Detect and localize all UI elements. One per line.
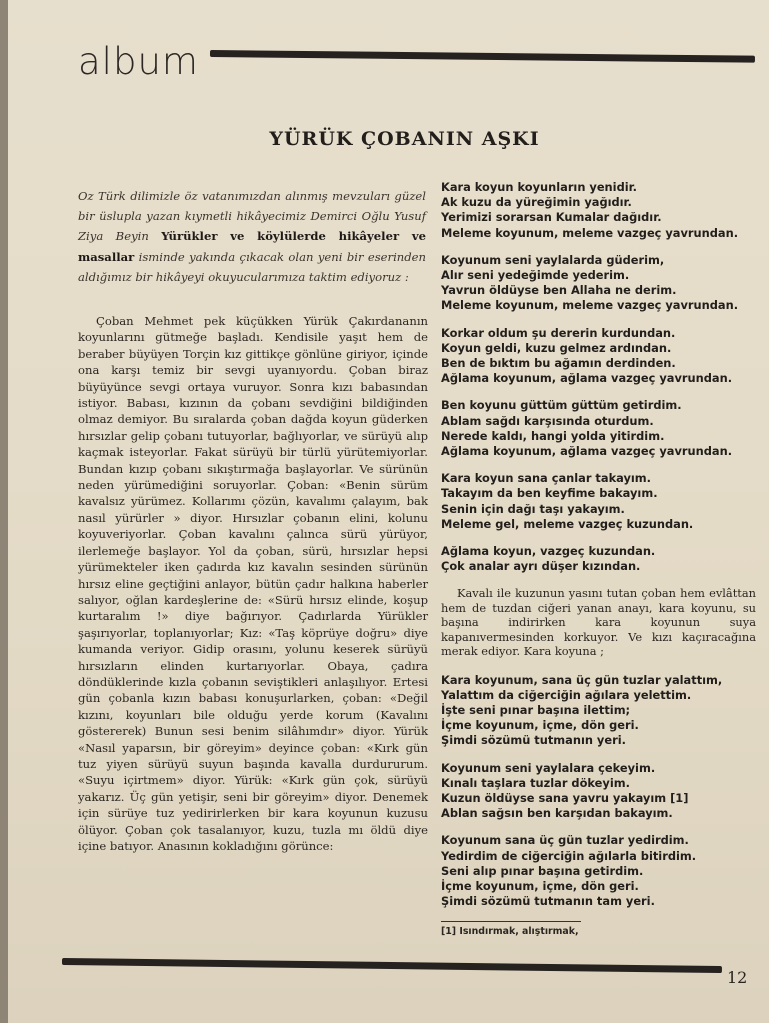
poem-line: Takayım da ben keyfime bakayım. xyxy=(441,486,658,501)
poem-column xyxy=(441,180,756,937)
poem-line: Yerimizi sorarsan Kumalar dağıdır. xyxy=(441,210,662,225)
poem-line: Ağlama koyunum, ağlama vazgeç yavrundan. xyxy=(441,371,733,386)
page-number: 12 xyxy=(727,968,748,987)
narration-paragraph: Kavalı ile kuzunun yasını tutan çoban hem evlâttan hem de tuzdan ciğeri yanan anayı, kara koyunu, su başına indirirken kara koyunun suya kapanıvermesinden korkuyor. Ve kızı kaçıracağına merak ediyor. Kara koyuna ; xyxy=(441,586,756,659)
poem-line: Kara koyun sana çanlar takayım. xyxy=(441,471,652,486)
poem-line: Koyun geldi, kuzu gelmez ardından. xyxy=(441,340,672,355)
poem-stanza xyxy=(441,544,756,574)
magazine-logo: album xyxy=(78,40,199,83)
body-paragraph: Çoban Mehmet pek küçükken Yürük Çakırdananın koyunlarını gütmeğe başladı. Kendisile yaşıt hem de beraber büyüyen Torçin kız gittikçe gönlüne giriyor, içinde ona karşı temiz bir sevgi uyanıyordu. Çoban biraz büyüyünce sevgi ortaya vuruyor. Sonra kızı babasından istiyor. Babası, kızının da çobanı sevdiğini bildiğinden olmaz demiyor. Bu sıralarda çoban dağda koyun güderken hırsızlar gelip çobanı tutuyorlar, bağlıyorlar, ve sürüyü alıp kaçmak isteyorlar. Fakat sürüyü bir türlü yürütemiyorlar. Bundan kızıp çobanı sıkıştırmağa başlayorlar. Ve sürünün neden yürümediğini soruyorlar. Çoban: «Benin sürüm kavalsız yürümez. Kollarımı çözün, kavalımı çalayım, bak nasıl yürürler » diyor. Hırsızlar çobanın elini, kolunu koyuveriyorlar. Çoban kavalını çalınca sürü yürüyor, ilerlemeğe başlayor. Yol da çoban, sürü, hırsızlar hepsi yürümekteler iken çadırda kız kavalın sesinden sürünün hırsız eline geçtiğini anlayor, bütün çadır halkına haberler salıyor, oğlan kardeşlerine de: «Sürü hırsız elinde, koşup kurtaralım !» diye bağırıyor. Çadırlarda Yürükler şaşırıyorlar, toplanıyorlar; Kız: «Taş köprüye doğru» diye kumanda veriyor. Gidip orasını, yolunu keserek sürüyü hırsızların elinden kurtarıyorlar. Obaya, çadıra döndüklerinde kızla çobanın seviştikleri anlaşılıyor. Ertesi gün çobanla kızın babası konuşurlarken, çoban: «Değil kızını, koyunları bile olduğu yerde korum (Kavalını göstererek) Bunun sesi benim silâhımdır» diyor. Yürük «Nasıl yaparsın, bir göreyim» deyince çoban: «Kırk gün tuz yiyen sürüyü suyun başında kavalla durdururum. «Suyu içirtmem» diyor. Yürük: «Kırk gün çok, sürüyü yakarız. Üç gün yetişir, seni bir göreyim» diyor. Denemek için sürüye tuz yedirirlerken bir kara koyunun kuzusu ölüyor. Çoban çok tasalanıyor, kuzu, tuzla mı öldü diye içine batıyor. Anasının kokladığını görünce: xyxy=(78,314,428,853)
poem-line: Kara koyunum, sana üç gün tuzlar yalattım, xyxy=(441,672,723,687)
poem-line: İçme koyunum, içme, dön geri. xyxy=(441,878,639,893)
poem-line: Çok analar ayrı düşer kızından. xyxy=(441,559,641,574)
poem-line: Meleme koyunum, meleme vazgeç yavrundan. xyxy=(441,298,739,313)
poem-stanza xyxy=(441,761,756,822)
poem-line: İşte seni pınar başına ilettim; xyxy=(441,702,631,717)
page-edge xyxy=(0,0,8,1023)
poem-stanza xyxy=(441,326,756,387)
poem-line: Meleme koyunum, meleme vazgeç yavrundan. xyxy=(441,225,739,240)
poem-stanza xyxy=(441,833,756,909)
article-body xyxy=(78,313,428,854)
poem-line: Meleme gel, meleme vazgeç kuzundan. xyxy=(441,516,694,531)
poem-line: Senin için dağı taşı yakayım. xyxy=(441,501,625,516)
poem-line: Koyunum sana üç gün tuzlar yedirdim. xyxy=(441,833,689,848)
poem-line: Nerede kaldı, hangi yolda yitirdim. xyxy=(441,428,665,443)
poem-line: Ağlama koyun, vazgeç kuzundan. xyxy=(441,544,656,559)
intro-book-title: Yürükler ve köylülerde hikâyeler ve masallar xyxy=(78,229,426,264)
intro-italic-1: Oz Türk dilimizle öz vatanımızdan alınmış mevzuları güzel bir üslupla yazan kıymetli hikâyecimiz Demirci Oğlu Yusuf Ziya Beyin xyxy=(78,189,426,244)
poem-line: İçme koyunum, içme, dön geri. xyxy=(441,718,639,733)
poem-stanzas-1 xyxy=(441,180,756,574)
poem-line: Kuzun öldüyse sana yavru yakayım [1] xyxy=(441,790,689,805)
poem-line: Koyunum seni yaylalarda güderim, xyxy=(441,252,665,267)
poem-line: Şimdi sözümü tutmanın yeri. xyxy=(441,733,626,748)
intro-italic-2: isminde yakında çıkacak olan yeni bir eserinden aldığımız bir hikâyeyi okuyucularımıza taktim ediyoruz : xyxy=(78,249,426,284)
poem-line: Ablam sağdı karşısında oturdum. xyxy=(441,413,654,428)
poem-line: Yedirdim de ciğerciğin ağılarla bitirdim. xyxy=(441,848,697,863)
footnote: [1] Isındırmak, alıştırmak, xyxy=(441,926,579,938)
poem-line: Kara koyun koyunların yenidir. xyxy=(441,180,637,194)
poem-line: Ak kuzu da yüreğimin yağıdır. xyxy=(441,195,632,210)
poem-stanza xyxy=(441,471,756,532)
poem-line: Ben de bıktım bu ağamın derdinden. xyxy=(441,356,676,371)
poem-stanza xyxy=(441,673,756,749)
poem-line: Ben koyunu güttüm güttüm getirdim. xyxy=(441,398,682,413)
article-title: YÜRÜK ÇOBANIN AŞKI xyxy=(269,128,540,150)
poem-line: Yavrun öldüyse ben Allaha ne derim. xyxy=(441,283,677,298)
poem-stanza xyxy=(441,180,756,241)
poem-stanza xyxy=(441,253,756,314)
poem-line: Ablan sağsın ben karşıdan bakayım. xyxy=(441,806,673,821)
poem-stanza xyxy=(441,398,756,459)
article-intro xyxy=(78,186,426,287)
poem-line: Şimdi sözümü tutmanın tam yeri. xyxy=(441,894,655,909)
poem-line: Koyunum seni yaylalara çekeyim. xyxy=(441,760,656,775)
poem-line: Korkar oldum şu dererin kurdundan. xyxy=(441,325,676,340)
poem-line: Yalattım da ciğerciğin ağılara yelettim. xyxy=(441,687,692,702)
poem-stanzas-2 xyxy=(441,673,756,910)
poem-line: Kınalı taşlara tuzlar dökeyim. xyxy=(441,775,630,790)
poem-line: Alır seni yedeğimde yederim. xyxy=(441,268,630,283)
footnote-rule xyxy=(441,921,581,922)
poem-line: Ağlama koyunum, ağlama vazgeç yavrundan. xyxy=(441,444,733,459)
poem-line: Seni alıp pınar başına getirdim. xyxy=(441,863,644,878)
